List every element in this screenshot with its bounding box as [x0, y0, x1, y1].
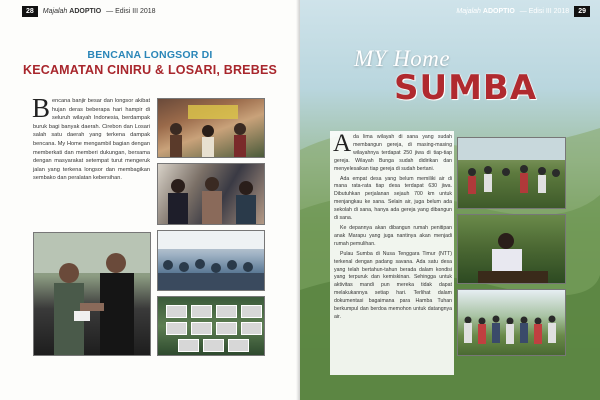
board-tile	[166, 322, 187, 335]
paragraph-4: Pulau Sumba di Nusa Tenggara Timur (NTT) terkenal dengan padang savana. Ada satu desa yang telah bertahun-tahun berada dalam kondisi yang terpuruk dan kemiskinan. Sehingga untuk aktivitas mandi pun mereka tidak dapat melakukannya setiap hari. Terlihat dalam dokumentasi bagaimana para Hamba Tuhan berkumpul dan berdoa memohon untuk datangnya air.	[334, 250, 452, 320]
title-my-home: MY Home	[354, 46, 451, 71]
photo-meeting	[157, 163, 265, 225]
handshake-photo-art	[34, 233, 151, 356]
meeting-photo-art	[158, 164, 265, 225]
planting-photo-art	[458, 215, 566, 284]
photo-handshake	[33, 232, 151, 356]
magazine-word: Majalah	[456, 7, 481, 15]
dropcap-a: A	[333, 130, 352, 157]
magazine-label-right	[456, 8, 514, 15]
board-tile	[191, 305, 212, 318]
left-page-header	[22, 0, 156, 22]
right-article-body	[333, 130, 452, 324]
photo-group-banner	[157, 98, 265, 158]
savanna-crowd-photo-art	[458, 290, 566, 356]
photo-group-field	[457, 137, 566, 209]
photo-savanna-crowd	[457, 289, 566, 356]
dropcap-b: B	[32, 93, 51, 123]
board-tile	[166, 305, 187, 318]
edition-left: — Edisi III 2018	[106, 7, 156, 15]
article-title-line2: KECAMATAN CINIRU & LOSARI, BREBES	[22, 63, 278, 77]
board-tile	[191, 322, 212, 335]
magazine-name: ADOPTIO	[69, 7, 102, 15]
right-page-header	[456, 0, 590, 22]
magazine-name: ADOPTIO	[482, 7, 515, 15]
board-tile	[241, 305, 262, 318]
page-number-right: 29	[574, 6, 590, 17]
title-sumba: SUMBA	[394, 68, 538, 108]
board-tile	[228, 339, 249, 352]
board-tile	[241, 322, 262, 335]
photo-display-board	[157, 296, 265, 356]
page-number-left: 28	[22, 6, 38, 17]
edition-right: — Edisi III 2018	[519, 7, 570, 15]
left-article-body	[32, 93, 150, 183]
paragraph-3: Ke depannya akan dibangun rumah penitipan anak Marapu yang juga nantinya akan menjadi rumah pemulihan.	[334, 224, 452, 247]
photo-planting	[457, 214, 566, 284]
left-body-text: encana banjir besar dan longsor akibat hujan deras beberapa hari hampir di seluruh wilayah Indonesia, berdampak buruk bagi banyak daerah. Cirebon dan Losari salah satu daerah yang terkena dampak bencana. My Home mengambil bagian dengan memberkati dan memberi dukungan, bersama dengan masyarakat setempat turut mengeruk jalan yang terkena longsor dan membagikan sembako dan peralatan kebersihan.	[33, 98, 150, 182]
article-title-line1: BENCANA LONGSOR DI	[87, 49, 213, 61]
paragraph-1	[333, 130, 452, 174]
paragraph-2: Ada empat desa yang belum memiliki air di mana rata-rata tiap desa terdapat 630 jiwa. Dibutuhkan perjalanan sejauh 700 km untuk menjangkau ke sana. Selain air, juga belum ada sekolah di sana, hanya ada gereja yang dibangun di sana.	[334, 175, 452, 222]
banner-photo-art	[158, 99, 265, 158]
magazine-word: Majalah	[42, 7, 68, 15]
paragraph-1-text: da lima wilayah di sana yang sudah membangun gereja, di masing-masing wilayahnya terdapat 250 jiwa di tiap-tiap gereja. Wilayah Bunga sudah didirikan dan menyelesaikan tiap gereja di sudah bertani.	[334, 134, 452, 172]
board-tile	[216, 305, 237, 318]
field-group-photo-art	[458, 138, 566, 209]
photo-crowd	[157, 230, 265, 291]
magazine-label-left	[43, 8, 101, 15]
board-tile	[203, 339, 224, 352]
board-tile	[216, 322, 237, 335]
board-tile	[178, 339, 199, 352]
crowd-photo-art	[158, 231, 265, 291]
